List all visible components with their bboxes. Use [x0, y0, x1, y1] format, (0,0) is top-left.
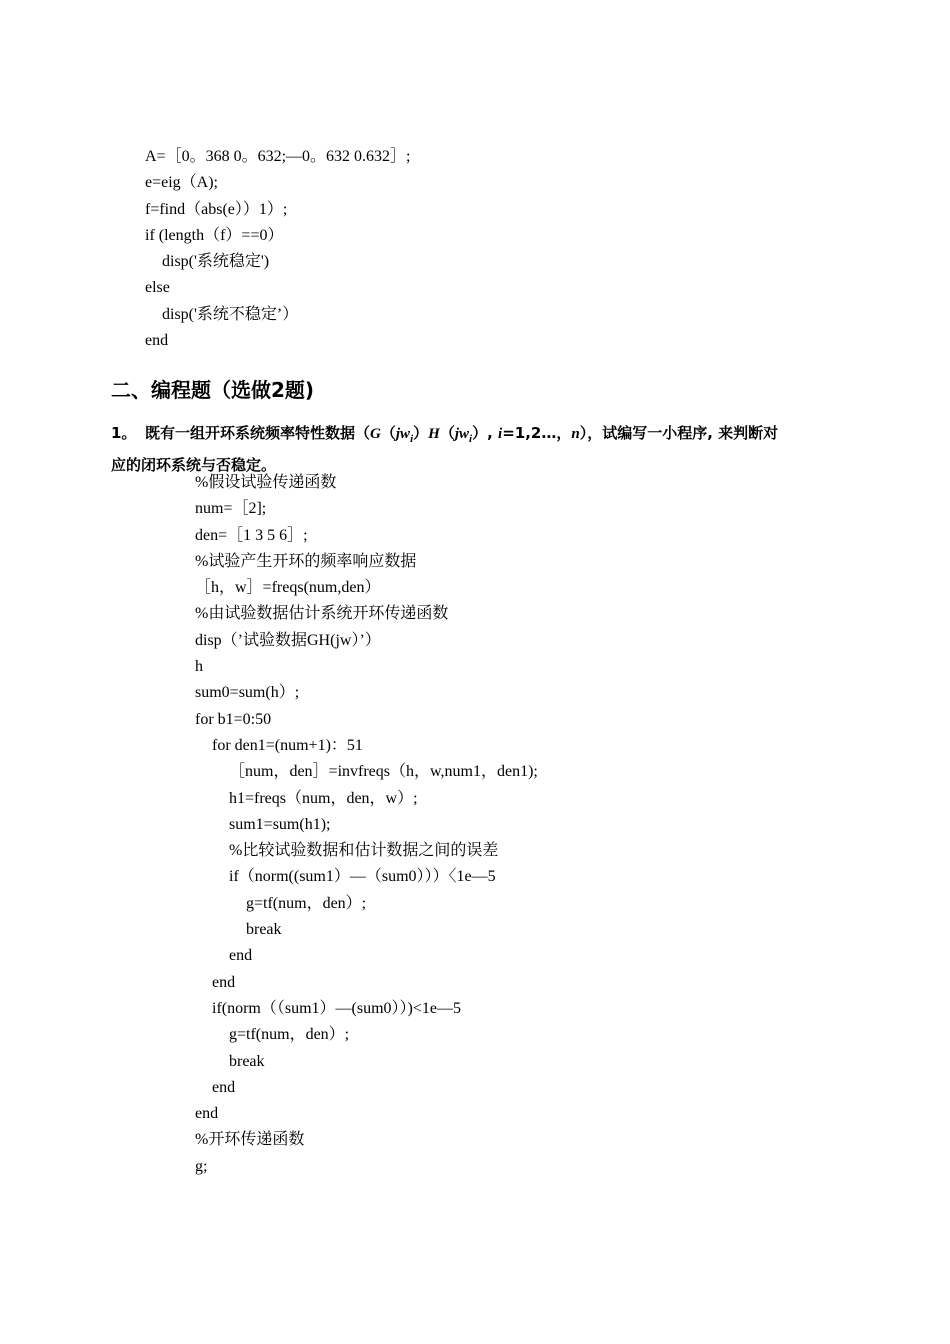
- code-line: %比较试验数据和估计数据之间的误差: [229, 842, 499, 860]
- code-line: disp（’试验数据GH(jw）’）: [195, 631, 381, 649]
- code-line: end: [229, 947, 253, 965]
- code-line: end: [145, 332, 169, 350]
- code-line: %开环传递函数: [195, 1131, 305, 1149]
- code-line: for b1=0:50: [195, 710, 272, 728]
- code-line: disp('系统稳定'): [162, 253, 270, 271]
- math-paren: （: [380, 424, 396, 442]
- code-line: else: [145, 279, 170, 297]
- code-line: ［num，den］=invfreqs（h，w,num1，den1);: [229, 763, 538, 781]
- question-number: 1。: [111, 424, 137, 442]
- math-paren: （: [439, 424, 455, 442]
- code-line: disp('系统不稳定’）: [162, 305, 299, 323]
- math-subscript: i: [469, 433, 473, 445]
- code-line: ［h，w］=freqs(num,den）: [195, 579, 381, 597]
- question-line-2: 应的闭环系统与否稳定。: [111, 456, 277, 474]
- math-range: =1,2…，: [502, 424, 572, 442]
- math-g: G: [370, 426, 381, 442]
- code-line: f=find（abs(e））1）;: [145, 200, 288, 218]
- code-line: h1=freqs（num，den，w）;: [229, 789, 418, 807]
- section-heading: 二、编程题（选做2题): [111, 378, 315, 402]
- math-paren: ）: [413, 424, 429, 442]
- code-line: sum0=sum(h）;: [195, 684, 300, 702]
- code-line: g=tf(num，den）;: [246, 894, 367, 912]
- math-h: H: [428, 426, 440, 442]
- code-line: h: [195, 658, 203, 676]
- code-line: if (length（f）==0）: [145, 226, 284, 244]
- code-line: end: [212, 973, 236, 991]
- code-line: break: [246, 921, 282, 939]
- question-text: ），试编写一小程序, 来判断对: [579, 424, 779, 442]
- code-line: sum1=sum(h1);: [229, 815, 331, 833]
- code-line: if（norm((sum1）—（sum0）））〈1e—5: [229, 868, 496, 886]
- code-line: end: [212, 1078, 236, 1096]
- code-line: A=［0。368 0。632;—0。632 0.632］;: [145, 148, 411, 165]
- code-block-stability-check: [145, 144, 410, 354]
- code-line: num=［2];: [195, 500, 267, 518]
- question-line-1: [111, 420, 841, 452]
- code-block-transfer-function: [195, 470, 538, 1180]
- math-paren: ）: [472, 424, 488, 442]
- code-line: g;: [195, 1157, 208, 1175]
- math-subscript: i: [410, 433, 414, 445]
- code-line: g=tf(num，den）;: [229, 1026, 350, 1044]
- code-line: %由试验数据估计系统开环传递函数: [195, 605, 449, 623]
- math-n: n: [571, 426, 580, 442]
- code-line: end: [195, 1105, 219, 1123]
- code-line: %试验产生开环的频率响应数据: [195, 552, 417, 570]
- code-line: den=［1 3 5 6］;: [195, 526, 308, 544]
- math-jw: jw: [454, 426, 470, 442]
- math-jw: jw: [395, 426, 411, 442]
- code-line: for den1=(num+1)：51: [212, 736, 363, 754]
- code-line: break: [229, 1052, 265, 1070]
- code-line: e=eig（A);: [145, 174, 219, 192]
- math-i: i: [498, 426, 503, 442]
- math-separator: ,: [487, 424, 499, 442]
- code-line: %假设试验传递函数: [195, 474, 337, 491]
- question-text: 既有一组开环系统频率特性数据（: [145, 424, 371, 442]
- code-line: if(norm（（sum1）—(sum0））)<1e—5: [212, 999, 462, 1017]
